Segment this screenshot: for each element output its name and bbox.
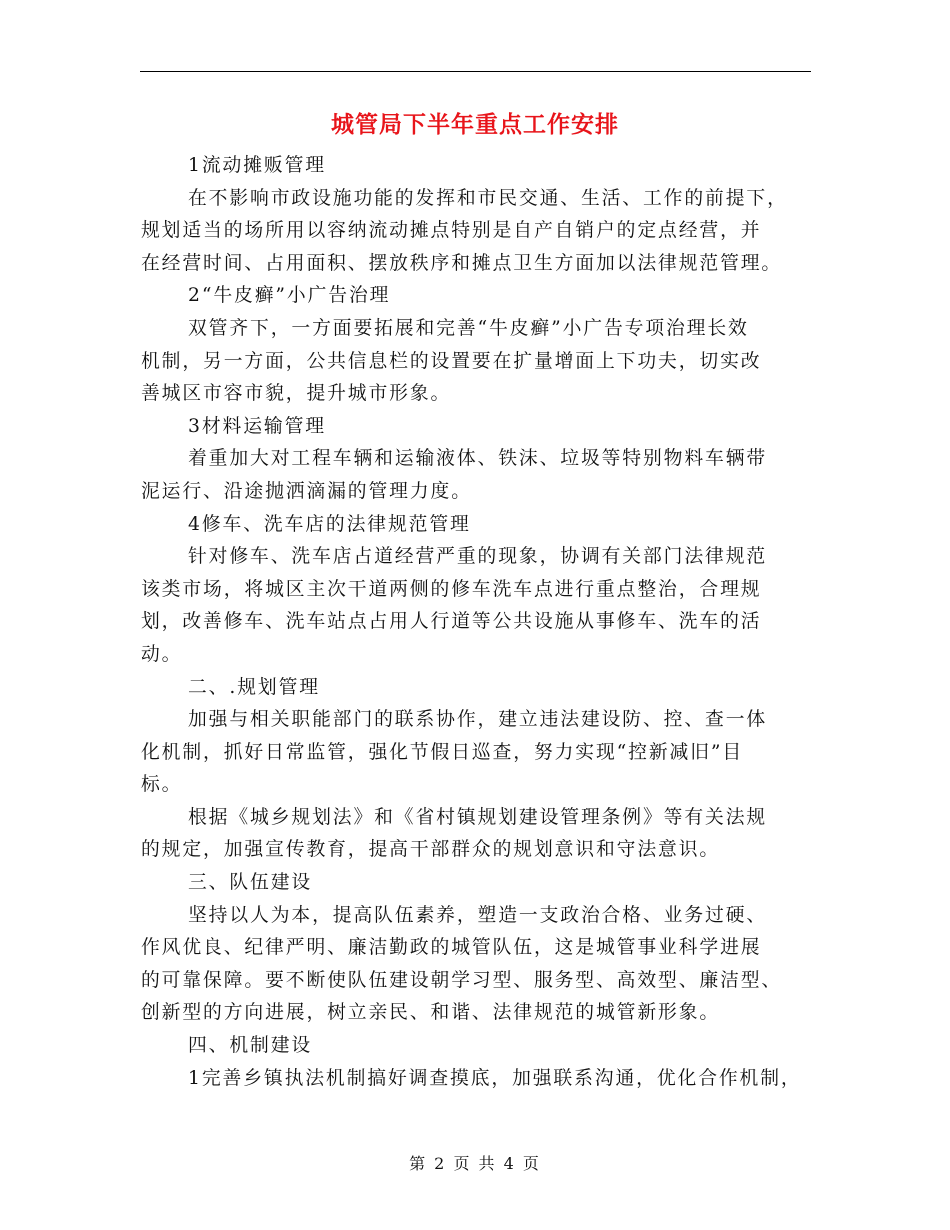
body-line: 双管齐下，一方面要拓展和完善“牛皮癣”小广告专项治理长效 [188, 317, 749, 339]
body-line: 在经营时间、占用面积、摆放秩序和摊点卫生方面加以法律规范管理。 [141, 252, 783, 274]
body-line: 二、.规划管理 [188, 676, 320, 698]
document-title: 城管局下半年重点工作安排 [331, 112, 619, 138]
body-line: 作风优良、纪律严明、廉洁勤政的城管队伍，这是城管事业科学进展 [141, 937, 762, 959]
body-line: 该类市场，将城区主次干道两侧的修车洗车点进行重点整治，合理规 [141, 578, 762, 600]
body-line: 加强与相关职能部门的联系协作，建立违法建设防、控、查一体 [188, 709, 768, 731]
body-line: 的可靠保障。要不断使队伍建设朝学习型、服务型、高效型、廉洁型、 [141, 969, 783, 991]
page-footer: 第 2 页 共 4 页 [409, 1154, 541, 1173]
body-line: 划，改善修车、洗车站点占用人行道等公共设施从事修车、洗车的活 [141, 611, 762, 633]
body-line: 三、队伍建设 [188, 872, 313, 894]
body-line: 1完善乡镇执法机制搞好调查摸底，加强联系沟通，优化合作机制， [188, 1067, 802, 1089]
body-line: 动。 [141, 643, 183, 665]
body-line: 泥运行、沿途抛洒滴漏的管理力度。 [141, 480, 472, 502]
body-line: 四、机制建设 [188, 1035, 313, 1057]
body-line: 根据《城乡规划法》和《省村镇规划建设管理条例》等有关法规 [188, 806, 768, 828]
body-line: 在不影响市政设施功能的发挥和市民交通、生活、工作的前提下， [188, 187, 788, 209]
body-line: 4修车、洗车店的法律规范管理 [188, 513, 471, 535]
body-line: 坚持以人为本，提高队伍素养，塑造一支政治合格、业务过硬、 [188, 904, 768, 926]
body-line: 3材料运输管理 [188, 415, 326, 437]
body-line: 机制，另一方面，公共信息栏的设置要在扩量增面上下功夫，切实改 [141, 350, 762, 372]
body-line: 创新型的方向进展，树立亲民、和谐、法律规范的城管新形象。 [141, 1002, 721, 1024]
body-line: 1流动摊贩管理 [188, 155, 326, 176]
body-line: 针对修车、洗车店占道经营严重的现象，协调有关部门法律规范 [188, 546, 768, 568]
body-line: 化机制，抓好日常监管，强化节假日巡查，努力实现“控新减旧”目 [141, 741, 744, 763]
header-rule [140, 71, 811, 72]
body-line: 着重加大对工程车辆和运输液体、铁沫、垃圾等特别物料车辆带 [188, 448, 768, 470]
document-body [141, 150, 821, 1095]
body-line: 的规定，加强宣传教育，提高干部群众的规划意识和守法意识。 [141, 839, 721, 861]
body-line: 规划适当的场所用以容纳流动摊点特别是自产自销户的定点经营，并 [141, 220, 762, 242]
body-line: 标。 [141, 774, 183, 796]
body-line: 2“牛皮癣”小广告治理 [188, 285, 391, 307]
body-line: 善城区市容市貌，提升城市形象。 [141, 383, 452, 405]
